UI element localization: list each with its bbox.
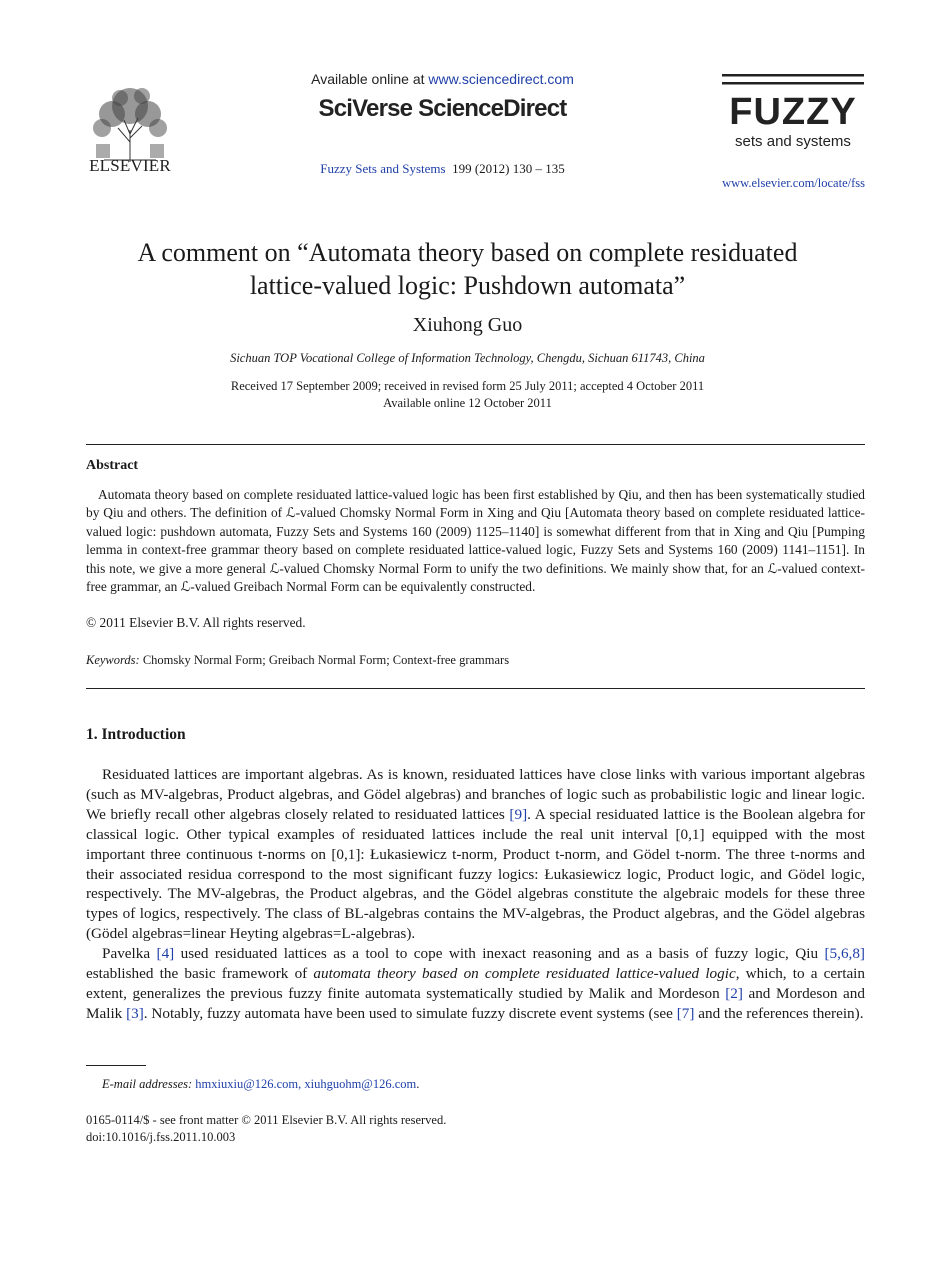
email-end: . [416,1077,420,1091]
abstract-paragraph: Automata theory based on complete residuated lattice-valued logic has been first established by Qiu, and then has been systematically studied by Qiu and others. The definition of ℒ-valued Chomsky Normal Form in Xing and Qiu [Automata theory based on complete residuated lattice-valued logic: pushdown automata, Fuzzy Sets and Systems 160 (2009) 1125–1140] is somewhat different from that in Xing and Qiu [Pumping lemma in context-free grammar theory based on complete residuated lattice-valued logic, Fuzzy Sets and Systems 160 (2009) 1141–1151]. In this note, we give a more general ℒ-valued Chomsky Normal Form to unify the two definitions. We mainly show that, for an ℒ-valued context-free grammar, an ℒ-valued Greibach Normal Form can be equivalently constructed. [86,487,865,595]
ref-9[interactable]: [9] [509,805,528,823]
abstract-copyright: © 2011 Elsevier B.V. All rights reserved. [86,615,306,630]
sciverse-wordmark: SciVerse ScienceDirect [318,95,567,122]
journal-citation: 199 (2012) 130 – 135 [452,161,565,176]
fuzzy-logo-word: FUZZY [729,94,857,130]
p1-rest: . A special residuated lattice is the Boolean algebra for classical logic. Other typical examples of residuated lattices include the real unit interval [0,1] equipped with the most important three continuous t-norms on [0,1]: Łukasiewicz t-norm, Product t-norm, and Gödel t-norm. The three t-norms and their associated residua correspond to the most significant fuzzy logics: Łukasiewicz logic, Product logic, and Gödel logic, respectively. The MV-algebras, the Product algebras, and the Gödel algebras constitute the algebraic models for these three types of logics, respectively. The class of BL-algebras contains the MV-algebras, the Product algebras, and the Gödel algebras (Gödel algebras=linear Heyting algebras=L-algebras). [86,805,865,943]
divider-bottom [86,688,865,689]
journal-link[interactable]: Fuzzy Sets and Systems [320,161,446,176]
ref-3[interactable]: [3] [126,1004,144,1022]
keywords-label: Keywords: [86,653,140,667]
keywords-line [86,653,509,668]
sciencedirect-link[interactable]: www.sciencedirect.com [428,71,574,87]
ref-4[interactable]: [4] [156,945,175,963]
intro-paragraph-2 [86,944,865,1024]
journal-citation-line [250,161,635,177]
title-line-2: lattice-valued logic: Pushdown automata” [249,271,686,300]
available-prefix: Available online at [311,71,429,87]
p1-text: Residuated lattices are important algebras. As is known, residuated lattices have close links with various important algebras (such as MV-algebras, Product algebras, and Gödel algebras) and branches of logic such as probabilistic logic and linear logic. We briefly recall other algebras closely related to residuated lattices [86,766,865,823]
issn-line: 0165-0114/$ - see front matter © 2011 Elsevier B.V. All rights reserved. [86,1113,447,1127]
ref-5-6-8[interactable]: [5,6,8] [824,945,865,963]
p2-f: . Notably, fuzzy automata have been used to simulate fuzzy discrete event systems (see [143,1004,677,1022]
title-line-1: A comment on “Automata theory based on complete residuated [137,238,798,267]
received-dates: Received 17 September 2009; received in revised form 25 July 2011; accepted 4 October 2011 [230,379,705,393]
abstract-heading: Abstract [86,458,139,473]
email-label: E-mail addresses: [102,1077,193,1091]
fuzzy-journal-logo [722,94,864,130]
keywords-list: Chomsky Normal Form; Greibach Normal Form; Context-free grammars [142,653,510,667]
p2-e: and Mordeson and Malik [86,984,865,1022]
section-heading-introduction: 1. Introduction [86,726,186,743]
p2-c: established the basic framework of [86,965,314,983]
intro-paragraph-1 [86,765,865,944]
author-name: Xiuhong Guo [412,314,523,336]
email-links[interactable]: hmxiuxiu@126.com, xiuhguohm@126.com [195,1077,417,1091]
article-title [90,236,845,302]
p2-b: used residuated lattices as a tool to cope with inexact reasoning and as a basis of fuzzy logic, Qiu [174,945,825,963]
journal-url-link[interactable]: www.elsevier.com/locate/fss [722,176,865,190]
p2-emphasis: automata theory based on complete residuated lattice-valued logic [313,965,736,983]
available-online-date: Available online 12 October 2011 [383,396,552,410]
ref-2[interactable]: [2] [725,984,743,1002]
footnote-rule [86,1065,146,1066]
elsevier-wordmark: ELSEVIER [89,156,171,175]
divider-top [86,444,865,445]
doi-line: doi:10.1016/j.fss.2011.10.003 [86,1130,236,1144]
available-online-line [250,71,635,87]
p2-g: and the references therein). [694,1004,864,1022]
email-footnote [102,1077,419,1092]
abstract-text [86,486,865,596]
introduction-body [86,765,865,1024]
journal-logo-rules [722,74,864,86]
journal-logo-subtitle: sets and systems [735,133,851,150]
p2-d: , which, to a certain extent, generalizes the previous fuzzy finite automata systematically studied by Malik and Mordeson [86,965,865,1002]
author-affiliation: Sichuan TOP Vocational College of Information Technology, Chengdu, Sichuan 611743, China [230,351,705,365]
p2-a: Pavelka [102,945,157,963]
ref-7[interactable]: [7] [676,1004,695,1022]
